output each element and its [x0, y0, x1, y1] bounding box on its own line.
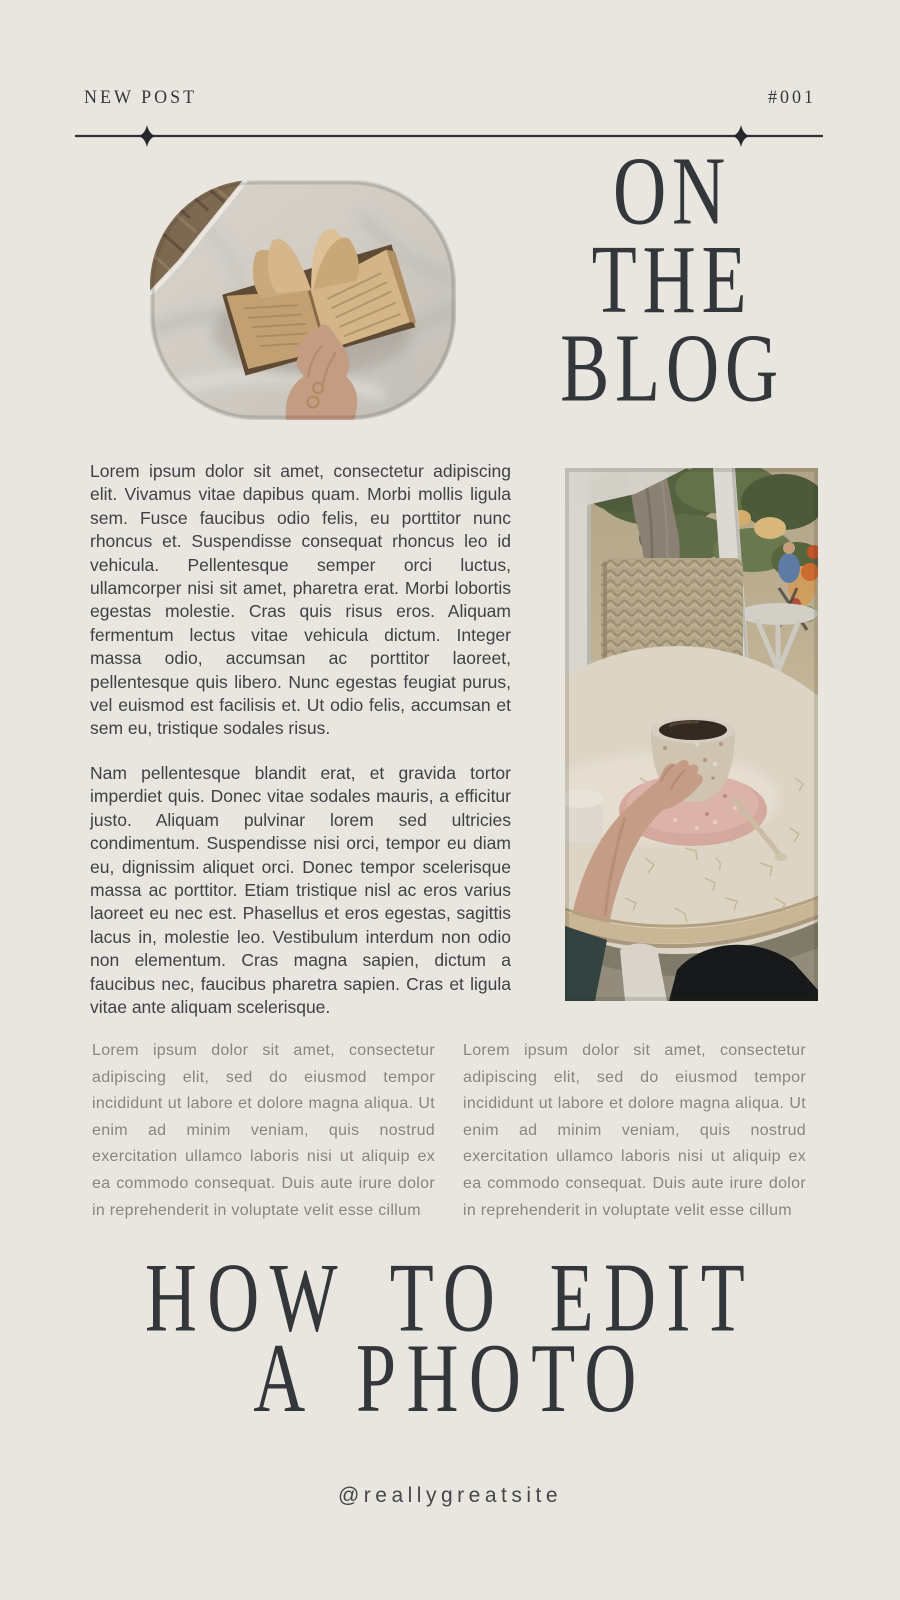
caption-column-right: Lorem ipsum dolor sit amet, consectetur adipiscing elit, sed do eiusmod tempor incididunt ut labore et dolore magna aliqua. Ut enim ad minim veniam, quis nostrud exercitation ullamco laboris nisi ut aliquip ex ea commodo consequat. Duis aute irure dolor in reprehenderit in voluptate velit esse cillum [463, 1042, 806, 1219]
masthead [84, 86, 816, 108]
masthead-issue-number: #001 [768, 86, 816, 107]
caption-columns [92, 1038, 806, 1224]
sparkle-diamond-icon [139, 125, 156, 147]
hero-title-line-3: BLOG [560, 315, 784, 423]
open-book-illustration [150, 180, 456, 420]
caption-column-left: Lorem ipsum dolor sit amet, consectetur adipiscing elit, sed do eiusmod tempor incididunt ut labore et dolore magna aliqua. Ut enim ad minim veniam, quis nostrud exercitation ullamco laboris nisi ut aliquip ex ea commodo consequat. Duis aute irure dolor in reprehenderit in voluptate velit esse cillum [92, 1042, 435, 1219]
masthead-left-label: NEW POST [84, 86, 198, 107]
footer-title-line-2: A PHOTO [253, 1324, 647, 1433]
hero-title-line-1: ON [612, 138, 732, 246]
social-handle: @reallygreatsite [337, 1484, 563, 1507]
footer-title [90, 1243, 810, 1433]
hero-title-line-2: THE [591, 226, 753, 334]
hero-title [544, 138, 800, 423]
article-paragraph-2: Nam pellentesque blandit erat, et gravida tortor imperdiet quis. Donec vitae sodales mauris, a efficitur justo. Aliquam pulvinar lorem sed ultricies condimentum. Suspendisse nisi orci, tempor eu diam eu, dignissim aliquet orci. Donec tempor scelerisque massa ac porttitor. Etiam tristique nisl ac eros varius laoreet eu nec est. Phasellus et eros egestas, sagittis lacus in, molestie leo. Vestibulum interdum non odio non elementum. Cras magna sapien, dictum a faucibus nec, faucibus pharetra sapien. Cras et ligula vitae ante aliquam scelerisque. [90, 762, 511, 1017]
footer-title-line-1: HOW TO EDIT [144, 1243, 756, 1353]
coffee-cafe-photo [565, 468, 818, 1001]
sparkle-diamond-icon [733, 125, 750, 147]
article-paragraph-1: Lorem ipsum dolor sit amet, consectetur adipiscing elit. Vivamus vitae dapibus quam. Morbi mollis ligula sem. Fusce faucibus odio felis, eu porttitor nunc rhoncus et. Suspendisse consequat rhoncus leo id vehicula. Pellentesque semper orci luctus, ullamcorper nisi sit amet, pharetra erat. Morbi lobortis egestas molestie. Cras quis risus eros. Aliquam fermentum lectus vitae vehicula dictum. Integer massa odio, accumsan ac porttitor laoreet, pellentesque quis libero. Nunc egestas feugiat purus, vel euismod est facilisis et. Ut odio felis, accumsan et sem eu, tristique sodales risus. [90, 461, 511, 739]
article-body [90, 460, 511, 1040]
coffee-cafe-illustration [565, 468, 818, 1001]
open-book-photo [150, 180, 456, 420]
